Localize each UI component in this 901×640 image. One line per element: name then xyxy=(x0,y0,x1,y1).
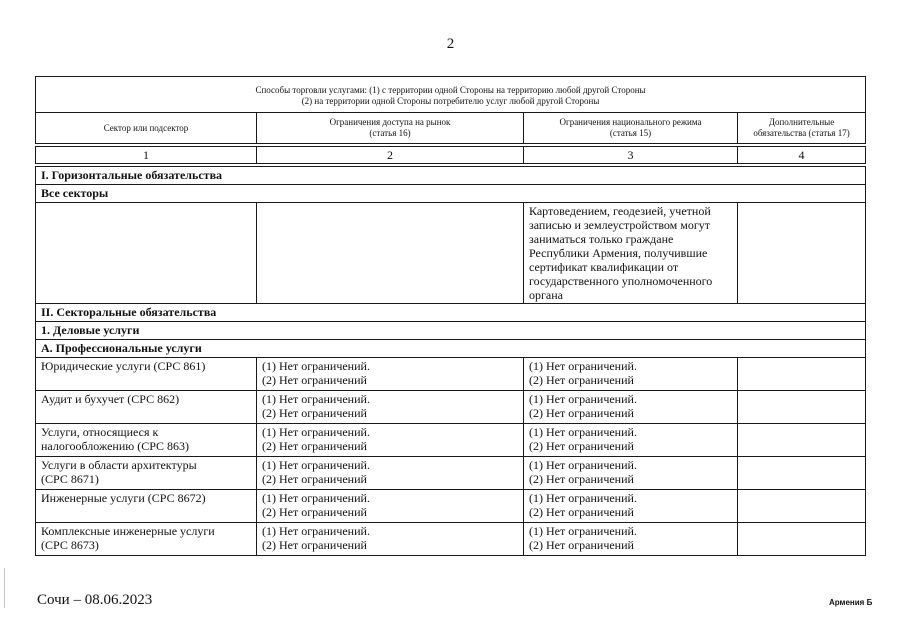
table-row xyxy=(36,424,866,457)
sector-cell xyxy=(36,391,257,424)
limitation-line: (2) Нет ограничений xyxy=(262,472,367,486)
note-line: государственного уполномоченного xyxy=(529,274,713,288)
supply-modes-line-1: Способы торговли услугами: (1) с территории одной Стороны на территорию любой другой Стороны xyxy=(255,85,646,95)
section-professional-row xyxy=(36,340,866,358)
additional-cell xyxy=(738,358,866,391)
limitation-line: (2) Нет ограничений xyxy=(262,406,367,420)
sector-line: Комплексные инженерные услуги xyxy=(41,524,215,538)
sector-line: налогообложению (СРС 863) xyxy=(41,439,190,453)
limitation-line: (2) Нет ограничений xyxy=(262,373,367,387)
sector-line: Инженерные услуги (СРС 8672) xyxy=(41,491,206,505)
limitation-line: (2) Нет ограничений xyxy=(529,538,634,552)
commitments-table xyxy=(35,76,866,556)
additional-header-line-2: обязательства (статья 17) xyxy=(753,128,850,138)
table-row xyxy=(36,391,866,424)
page-number: 2 xyxy=(446,36,455,52)
all-sectors-market-cell xyxy=(257,203,524,304)
limitation-line: (2) Нет ограничений xyxy=(529,505,634,519)
market-access-cell xyxy=(257,358,524,391)
limitation-line: (1) Нет ограничений. xyxy=(262,425,370,439)
limitation-line: (2) Нет ограничений xyxy=(529,472,634,486)
section-all-sectors: Все секторы xyxy=(36,185,866,203)
scan-margin-mark xyxy=(4,568,5,608)
footer-place-date: Сочи – 08.06.2023 xyxy=(37,592,153,608)
section-sectoral-row xyxy=(36,304,866,322)
column-header-market-access xyxy=(257,113,524,144)
section-horizontal: I. Горизонтальные обязательства xyxy=(36,167,866,185)
market-access-cell xyxy=(257,391,524,424)
limitation-line: (1) Нет ограничений. xyxy=(262,392,370,406)
column-header-row xyxy=(36,113,866,144)
note-line: сертификат квалификации от xyxy=(529,260,679,274)
market-access-cell xyxy=(257,490,524,523)
note-line: органа xyxy=(529,288,563,302)
additional-cell xyxy=(738,424,866,457)
sector-line: Аудит и бухучет (СРС 862) xyxy=(41,392,180,406)
limitation-line: (1) Нет ограничений. xyxy=(529,524,637,538)
column-number-row xyxy=(36,147,866,164)
sector-line: Услуги в области архитектуры xyxy=(41,458,197,472)
sector-cell xyxy=(36,358,257,391)
market-access-header-line-1: Ограничения доступа на рынок xyxy=(329,117,451,127)
additional-cell xyxy=(738,457,866,490)
section-business-row xyxy=(36,322,866,340)
sector-cell xyxy=(36,523,257,556)
limitation-line: (1) Нет ограничений. xyxy=(529,392,637,406)
national-treatment-cell xyxy=(524,358,738,391)
market-access-cell xyxy=(257,523,524,556)
limitation-line: (1) Нет ограничений. xyxy=(529,458,637,472)
limitation-line: (1) Нет ограничений. xyxy=(529,491,637,505)
national-treatment-cell xyxy=(524,490,738,523)
column-number-1: 1 xyxy=(36,147,257,164)
market-access-cell xyxy=(257,424,524,457)
sector-line: (СРС 8671) xyxy=(41,472,99,486)
supply-modes-cell xyxy=(36,77,866,113)
limitation-line: (1) Нет ограничений. xyxy=(529,425,637,439)
sector-cell xyxy=(36,490,257,523)
sector-cell xyxy=(36,457,257,490)
all-sectors-row xyxy=(36,203,866,304)
limitation-line: (1) Нет ограничений. xyxy=(262,359,370,373)
all-sectors-sector-cell xyxy=(36,203,257,304)
national-treatment-cell xyxy=(524,457,738,490)
limitation-line: (1) Нет ограничений. xyxy=(262,491,370,505)
table-row xyxy=(36,457,866,490)
limitation-line: (2) Нет ограничений xyxy=(529,406,634,420)
additional-cell xyxy=(738,490,866,523)
additional-cell xyxy=(738,391,866,424)
table-row xyxy=(36,490,866,523)
all-sectors-national-cell xyxy=(524,203,738,304)
supply-modes-row xyxy=(36,77,866,113)
market-access-header-line-2: (статья 16) xyxy=(369,128,411,138)
table-row xyxy=(36,523,866,556)
column-header-sector: Сектор или подсектор xyxy=(36,113,257,144)
additional-header-line-1: Дополнительные xyxy=(768,117,835,127)
sector-line: Услуги, относящиеся к xyxy=(41,425,159,439)
footer-country-code: Армения Б xyxy=(829,598,873,607)
limitation-line: (1) Нет ограничений. xyxy=(262,458,370,472)
note-line: заниматься только граждане xyxy=(529,232,674,246)
sector-line: (СРС 8673) xyxy=(41,538,99,552)
column-header-additional xyxy=(738,113,866,144)
limitation-line: (2) Нет ограничений xyxy=(262,538,367,552)
national-treatment-cell xyxy=(524,523,738,556)
section-horizontal-row xyxy=(36,167,866,185)
limitation-line: (2) Нет ограничений xyxy=(529,373,634,387)
limitation-line: (2) Нет ограничений xyxy=(529,439,634,453)
note-line: Республики Армения, получившие xyxy=(529,246,708,260)
limitation-line: (1) Нет ограничений. xyxy=(529,359,637,373)
limitation-line: (1) Нет ограничений. xyxy=(262,524,370,538)
section-business: 1. Деловые услуги xyxy=(36,322,866,340)
section-professional: А. Профессиональные услуги xyxy=(36,340,866,358)
limitation-line: (2) Нет ограничений xyxy=(262,439,367,453)
column-header-national-treatment xyxy=(524,113,738,144)
table-row xyxy=(36,358,866,391)
national-treatment-header-line-2: (статья 15) xyxy=(609,128,652,138)
column-number-3: 3 xyxy=(524,147,738,164)
all-sectors-additional-cell xyxy=(738,203,866,304)
note-line: Картоведением, геодезией, учетной xyxy=(529,204,711,218)
sector-line: Юридические услуги (СРС 861) xyxy=(41,359,206,373)
note-line: записью и землеустройством могут xyxy=(529,218,711,232)
additional-cell xyxy=(738,523,866,556)
national-treatment-header-line-1: Ограничения национального режима xyxy=(559,117,702,127)
market-access-cell xyxy=(257,457,524,490)
section-sectoral: II. Секторальные обязательства xyxy=(36,304,866,322)
sector-cell xyxy=(36,424,257,457)
national-treatment-cell xyxy=(524,391,738,424)
section-all-sectors-row xyxy=(36,185,866,203)
limitation-line: (2) Нет ограничений xyxy=(262,505,367,519)
supply-modes-line-2: (2) на территории одной Стороны потребителю услуг любой другой Стороны xyxy=(301,96,600,106)
national-treatment-cell xyxy=(524,424,738,457)
column-number-4: 4 xyxy=(738,147,866,164)
column-number-2: 2 xyxy=(257,147,524,164)
